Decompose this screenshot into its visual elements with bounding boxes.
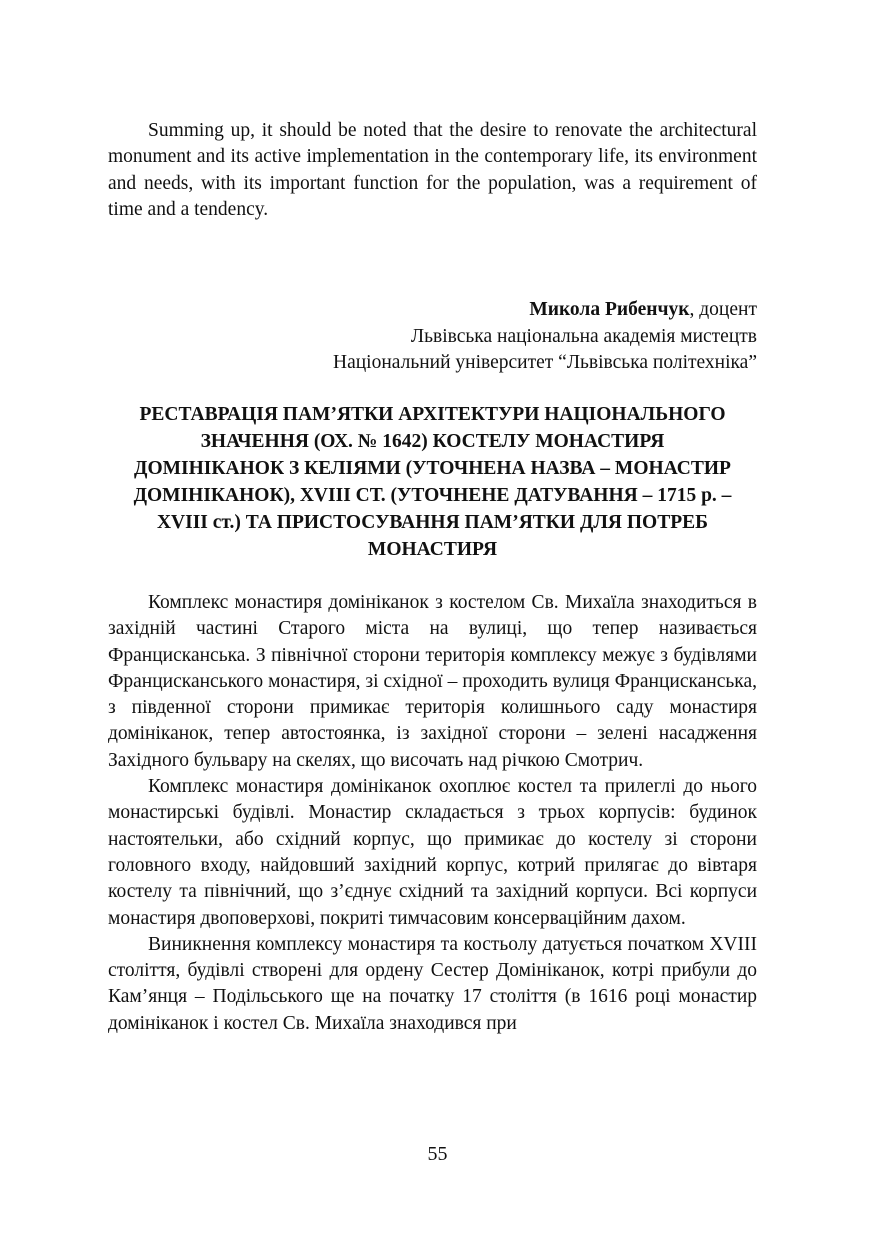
author-name: Микола Рибенчук <box>529 299 690 320</box>
title-line: РЕСТАВРАЦІЯ ПАМ’ЯТКИ АРХІТЕКТУРИ НАЦІОНАЛЬНОГО <box>139 404 726 425</box>
title-line: МОНАСТИРЯ <box>367 539 498 560</box>
author-affiliation-academy: Львівська національна академія мистецтв <box>410 325 757 347</box>
title-line: ДОМІНІКАНОК), XVIII СТ. (УТОЧНЕНЕ ДАТУВАННЯ – 1715 р. – <box>133 485 732 506</box>
intro-paragraph: Summing up, it should be noted that the desire to renovate the architectural monument and its active implementation in the contemporary life, its environment and needs, with its important function for the population, was a requirement of time and a tendency. <box>108 120 757 220</box>
title-line: ЗНАЧЕННЯ (ОХ. № 1642) КОСТЕЛУ МОНАСТИРЯ <box>200 431 665 452</box>
body-paragraph: Виникнення комплексу монастиря та костьолу датується початком XVIII століття, будівлі створені для ордену Сестер Домініканок, котрі прибули до Кам’янця – Подільського ще на початку 17 століття (в 1616 році монастир домініканок і костел Св. Михаїла знаходився при <box>108 933 757 1034</box>
title-line: XVIII ст.) ТА ПРИСТОСУВАННЯ ПАМ’ЯТКИ ДЛЯ ПОТРЕБ <box>156 512 709 533</box>
article-body <box>108 590 757 1037</box>
author-block <box>333 297 757 377</box>
body-paragraph: Комплекс монастиря домініканок охоплює костел та прилеглі до нього монастирські будівлі. Монастир складається з трьох корпусів: будинок настоятельки, або східний корпус, що примикає до костелу зі сторони головного входу, найдовший західний корпус, котрий прилягає до вівтаря костелу та північний, що з’єднує східний та західний корпуси. Всі корпуси монастиря двоповерхові, покриті тимчасовим консерваційним дахом. <box>108 776 757 929</box>
author-affiliation-university: Національний університет “Львівська політехніка” <box>332 352 757 373</box>
title-line: ДОМІНІКАНОК З КЕЛІЯМИ (УТОЧНЕНА НАЗВА – МОНАСТИР <box>134 458 731 479</box>
intro-section <box>108 118 757 223</box>
article-title <box>100 401 765 563</box>
author-line <box>333 297 757 324</box>
body-paragraph: Комплекс монастиря домініканок з костелом Св. Михаїла знаходиться в західній частині Старого міста на вулиці, що тепер називається Францисканська. З північної сторони територія комплексу межує з будівлями Францисканського монастиря, зі східної – проходить вулиця Францисканська, з південної сторони примикає територія колишнього саду монастиря домініканок, тепер автостоянка, із західної сторони – зелені насадження Західного бульвару на скелях, що височать над річкою Смотрич. <box>108 592 757 771</box>
author-title: , доцент <box>689 299 757 320</box>
page-number: 55 <box>427 1143 448 1165</box>
